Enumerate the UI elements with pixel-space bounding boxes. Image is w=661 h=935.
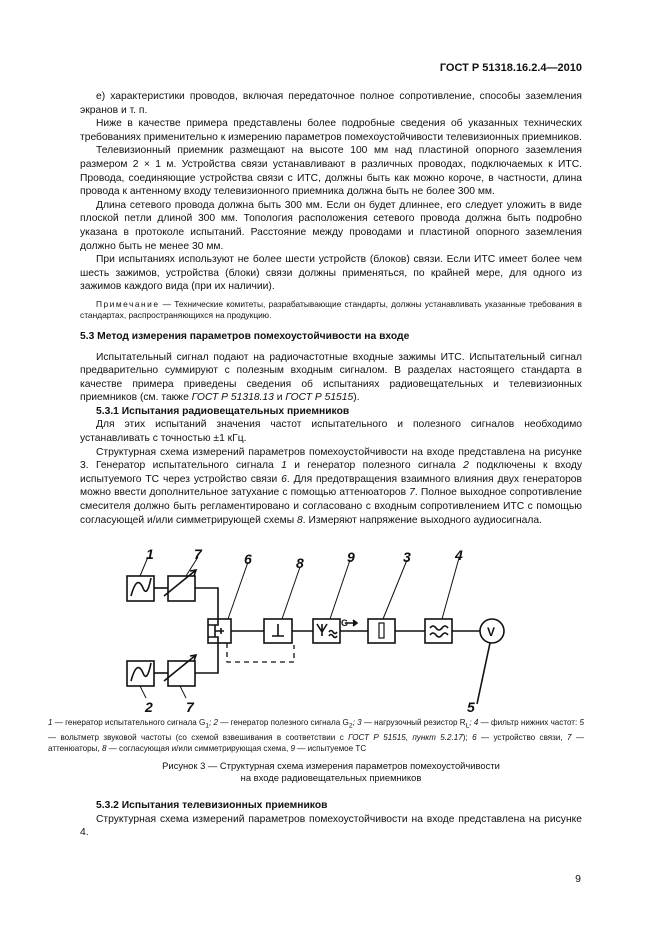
g-symbol: G	[341, 618, 349, 628]
figure-caption: Рисунок 3 — Структурная схема измерения параметров помехоустойчивости на входе радиовещательных приемников	[162, 760, 500, 783]
section-heading-5-3: 5.3 Метод измерения параметров помехоустойчивости на входе	[80, 330, 410, 342]
label-4: 4	[455, 547, 463, 563]
generator-2-symbol	[131, 663, 151, 681]
document-body	[80, 90, 582, 527]
note	[80, 299, 582, 322]
paragraph-block-diagram: Структурная схема измерений параметров помехоустойчивости на входе представлена на рисунке 3. Генератор испытательного сигнала 1 и генератор полезного сигнала 2 подключены к входу испытуемого ТС через устройство связи 6. Для предотвращения взаимного влияния двух генераторов можно ввести дополнительное затухание с помощью аттенюаторов 7. Полное выходное сопротивление смесителя должно быть регламентировано и согласовано с входным сопротивлением ИТС с помощью согласующей и/или симметрирующей схемы 8. Измеряют напряжение выходного аудиосигнала.	[80, 446, 583, 526]
filter-icon	[430, 626, 448, 637]
label-8: 8	[296, 555, 304, 571]
paragraph-coupling-devices: При испытаниях используют не более шести устройств (блоков) связи. Если ИТС имеет более чем шесть зажимов, устройства (блоки) связи должны применяться, по крайней мере, для одного из зажимов каждого вида (при их наличии).	[80, 254, 582, 293]
paragraph-intro: Ниже в качестве примера представлены более подробные сведения об указанных технических требованиях применительно к измерению параметров помехоустойчивости телевизионных приемников.	[80, 118, 582, 143]
label-3: 3	[403, 549, 411, 565]
label-2: 2	[145, 699, 153, 715]
figure-legend: 1 — генератор испытательного сигнала $G_1$; 2 — генератор полезного сигнала $G_2$; 3 — нагрузочный резистор $R_L$; 4 — фильтр нижних частот: 5 — вольтметр звуковой частоты (со схемой взвешивания в соответствии с ГОСТ Р 51515, пункт 5.2.17); 6 — устройство связи, 7 — аттенюаторы, 8 — согласующая и/или симметрирующая схема, 9 — испытуемое ТС	[48, 718, 585, 753]
antenna-icon	[317, 624, 327, 636]
label-7-top: 7	[194, 546, 202, 562]
attenuator-7-top-arrow	[164, 570, 196, 596]
note-label: Примечание	[96, 298, 160, 309]
reference-gost-51515: ГОСТ Р 51515	[285, 392, 354, 404]
resistor-icon	[379, 623, 384, 638]
section-heading-5-3-2: 5.3.2 Испытания телевизионных приемников	[96, 800, 328, 811]
dashed-bypass	[227, 643, 294, 662]
generator-1-symbol	[131, 578, 151, 596]
lowpass-filter-4-box	[425, 619, 452, 643]
paragraph-frequency-accuracy: Для этих испытаний значения частот испытательного и полезного сигналов необходимо устанавливать с точностью ±1 кГц.	[80, 419, 582, 445]
reference-gost-51318-13: ГОСТ Р 51318.13	[191, 392, 274, 404]
section-5-3-2	[80, 799, 582, 840]
paragraph-test-signal: Испытательный сигнал подают на радиочастотные входные зажимы ИТС. Испытательный сигнал предварительно суммируют с полезным входным сигналом. В разделах настоящего стандарта в качестве примера приведены сведения об испытаниях радиовещательных и телевизионных приемников (см. также ГОСТ Р 51318.13 и ГОСТ Р 51515).	[80, 351, 582, 404]
paragraph-mains-cable: Длина сетевого провода должна быть 300 мм. Если он будет длиннее, его следует уложить в виде плоской петли длиной 300 мм. Топология расположения сетевого провода должна быть подробно указана в протоколе испытаний. Расстояние между проводами и пластиной опорного заземления должно быть не менее 30 мм.	[80, 199, 582, 252]
section-heading-5-3-1: 5.3.1 Испытания радиовещательных приемников	[96, 405, 350, 417]
label-5: 5	[467, 699, 475, 715]
label-9: 9	[347, 549, 355, 565]
label-7-bottom: 7	[186, 699, 194, 715]
paragraph-tv-diagram: Структурная схема измерений параметров помехоустойчивости на входе представлена на рисунке 4.	[80, 813, 582, 839]
label-1: 1	[146, 546, 154, 562]
page-number: 9	[575, 873, 581, 885]
attenuator-7-bottom-arrow	[164, 655, 196, 681]
paragraph-placement: Телевизионный приемник размещают на высоте 100 мм над пластиной опорного заземления размером 2 × 1 м. Устройства связи устанавливают в различных проводах, подключаемых к ИТС. Провода, соединяющие устройства связи с ИТС, должны быть как можно короче, в частности, длина провода к антенному входу телевизионного приемника должна быть не более 300 мм.	[80, 145, 582, 198]
label-6: 6	[244, 551, 252, 567]
voltmeter-label: V	[487, 625, 496, 639]
eut-9-box	[313, 619, 340, 643]
paragraph-e: е) характеристики проводов, включая передаточное полное сопротивление, способы заземления экранов и т. п.	[80, 91, 582, 116]
block-diagram-figure-3	[110, 546, 530, 716]
document-header: ГОСТ Р 51318.16.2.4—2010	[439, 62, 582, 74]
note-text: — Технические комитеты, разрабатывающие стандарты, должны устанавливать указанные требования в стандартах, распространяющихся на продукцию.	[80, 298, 582, 321]
